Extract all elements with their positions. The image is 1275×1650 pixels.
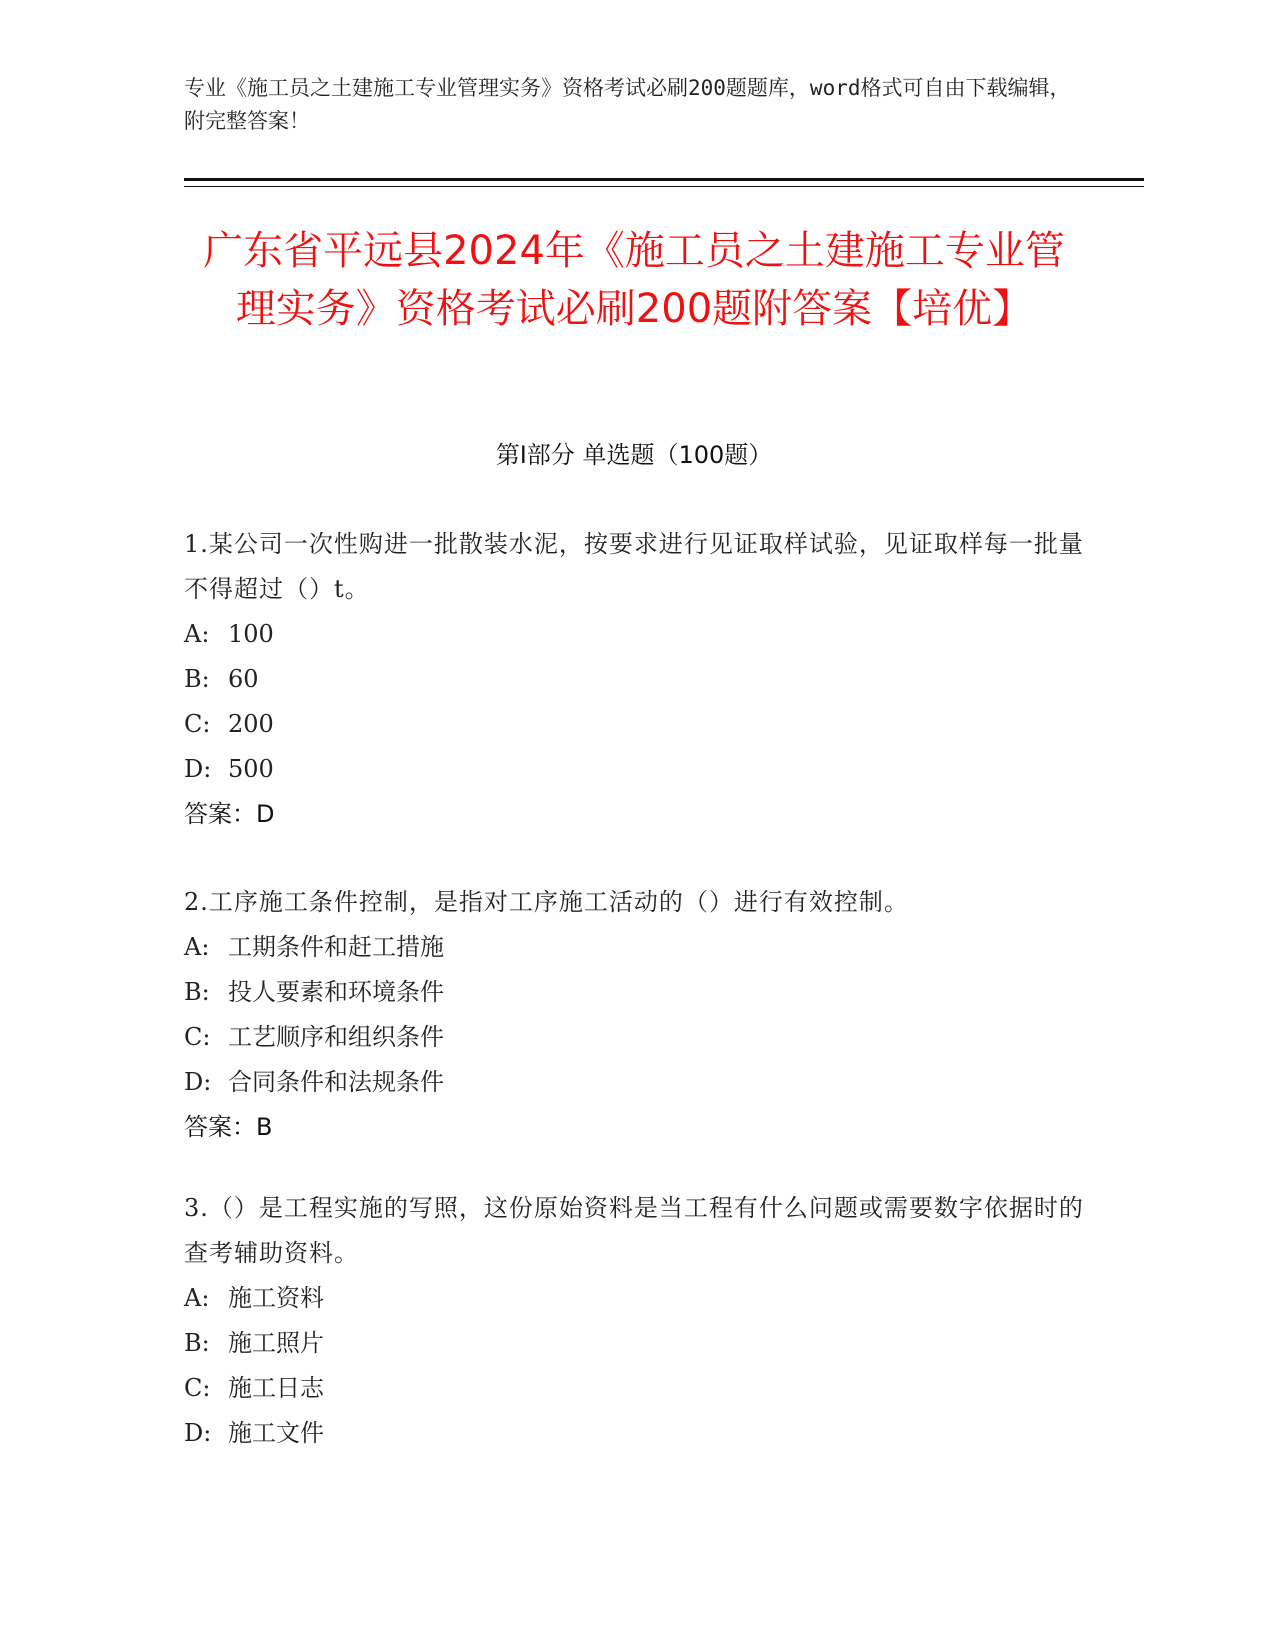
option-text: 200 [228, 710, 274, 738]
option-text: 投人要素和环境条件 [228, 978, 444, 1006]
option-text: 施工照片 [228, 1329, 324, 1357]
option-letter: A: [184, 933, 210, 961]
option-text: 合同条件和法规条件 [228, 1068, 444, 1096]
option-letter: D: [184, 1068, 212, 1096]
header-note: 专业《施工员之土建施工专业管理实务》资格考试必刷200题题库，word格式可自由下载编辑，附完整答案！ [184, 76, 1071, 133]
option-text: 工期条件和赶工措施 [228, 933, 444, 961]
option-letter: A: [184, 620, 210, 648]
option-text: 60 [228, 665, 259, 693]
header-divider-thick [184, 178, 1144, 181]
option-text: 施工文件 [228, 1419, 324, 1447]
question-stem: 2.工序施工条件控制，是指对工序施工活动的（）进行有效控制。 [184, 888, 909, 916]
document-title: 广东省平远县2024年《施工员之土建施工专业管理实务》资格考试必刷200题附答案【培优】 [203, 228, 1065, 332]
option-a [184, 925, 1084, 970]
option-c [184, 1366, 1084, 1411]
option-a [184, 612, 1084, 657]
question-2 [184, 880, 1084, 1150]
option-letter: B: [184, 665, 210, 693]
option-text: 施工日志 [228, 1374, 324, 1402]
option-letter: C: [184, 1374, 211, 1402]
answer: 答案：D [184, 800, 275, 828]
question-3 [184, 1186, 1084, 1456]
question-stem: 1.某公司一次性购进一批散装水泥，按要求进行见证取样试验，见证取样每一批量不得超过（）t。 [184, 530, 1084, 603]
option-b [184, 970, 1084, 1015]
option-b [184, 1321, 1084, 1366]
option-text: 工艺顺序和组织条件 [228, 1023, 444, 1051]
question-1 [184, 522, 1084, 837]
question-stem: 3.（）是工程实施的写照，这份原始资料是当工程有什么问题或需要数字依据时的查考辅助资料。 [184, 1194, 1084, 1267]
option-d [184, 747, 1084, 792]
option-a [184, 1276, 1084, 1321]
option-d [184, 1060, 1084, 1105]
answer: 答案：B [184, 1113, 273, 1141]
option-c [184, 702, 1084, 747]
option-b [184, 657, 1084, 702]
option-text: 施工资料 [228, 1284, 324, 1312]
option-letter: D: [184, 755, 212, 783]
option-letter: C: [184, 1023, 211, 1051]
header-divider-thin [184, 186, 1144, 187]
option-letter: B: [184, 1329, 210, 1357]
option-letter: C: [184, 710, 211, 738]
option-letter: B: [184, 978, 210, 1006]
option-text: 500 [228, 755, 274, 783]
option-c [184, 1015, 1084, 1060]
option-letter: A: [184, 1284, 210, 1312]
option-letter: D: [184, 1419, 212, 1447]
option-d [184, 1411, 1084, 1456]
option-text: 100 [228, 620, 274, 648]
section-title: 第Ⅰ部分 单选题（100题） [495, 441, 773, 469]
